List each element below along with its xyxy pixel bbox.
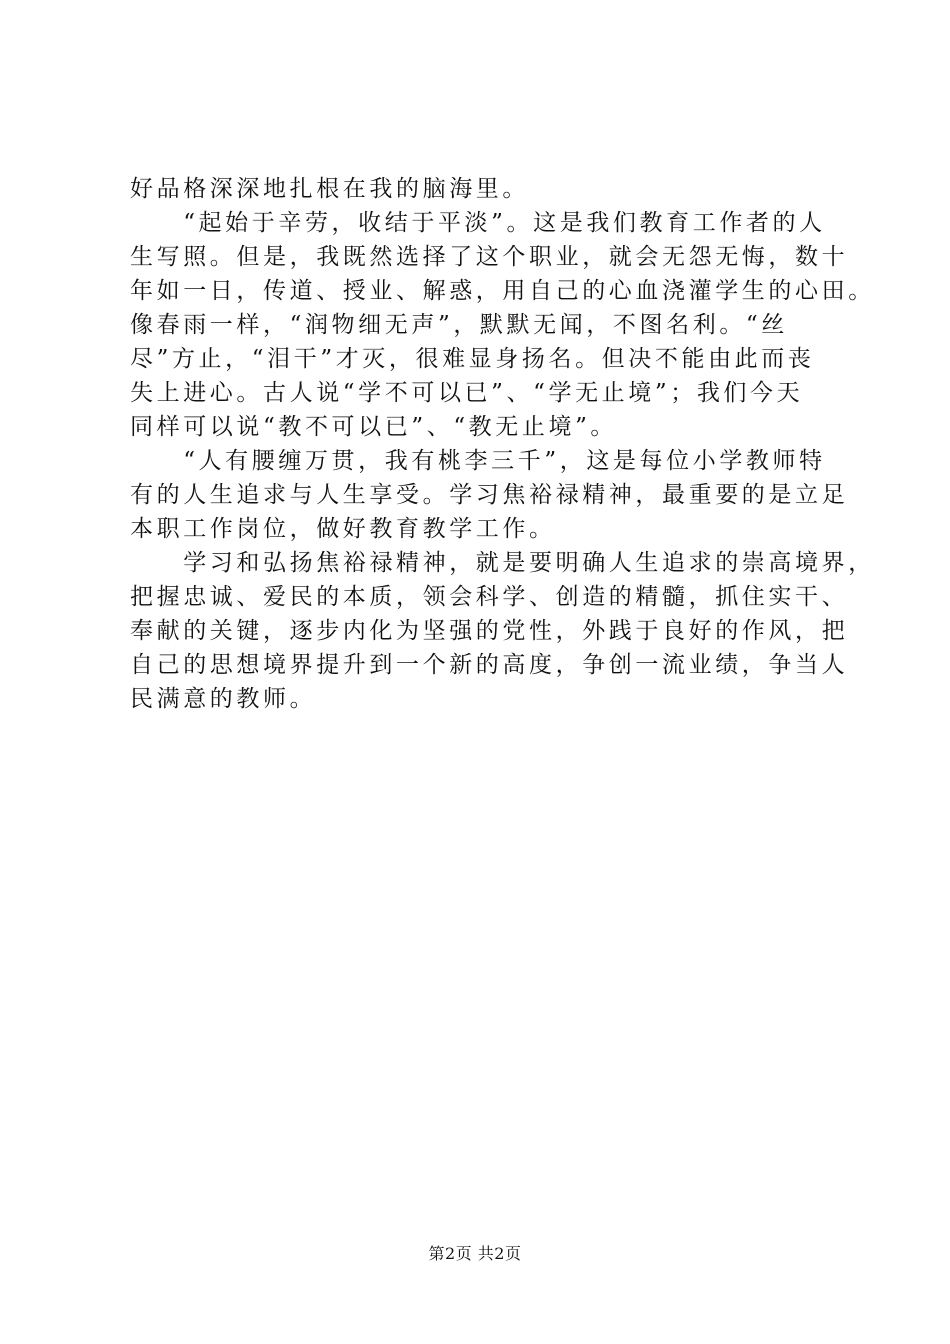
- text-line: “人有腰缠万贯，我有桃李三千”，这是每位小学教师特: [130, 448, 826, 474]
- page-footer: 第2页 共2页: [428, 1244, 522, 1263]
- text-line: 尽”方止，“泪干”才灭，很难显身扬名。但决不能由此而丧: [130, 346, 815, 372]
- text-line: 失上进心。古人说“学不可以已”、“学无止境”；我们今天: [130, 380, 804, 406]
- body-text: [130, 172, 875, 716]
- text-line: 有的人生追求与人生享受。学习焦裕禄精神，最重要的是立足: [130, 482, 849, 508]
- text-line: 年如一日，传道、授业、解惑，用自己的心血浇灌学生的心田。: [130, 278, 875, 304]
- text-line: 学习和弘扬焦裕禄精神，就是要明确人生追求的崇高境界，: [130, 550, 875, 576]
- text-line: 本职工作岗位，做好教育教学工作。: [130, 516, 556, 542]
- text-line: 自己的思想境界提升到一个新的高度，争创一流业绩，争当人: [130, 652, 849, 678]
- text-line: “起始于辛劳，收结于平淡”。这是我们教育工作者的人: [130, 210, 826, 236]
- text-line: 像春雨一样，“润物细无声”，默默无闻，不图名利。“丝: [130, 312, 788, 338]
- text-line: 生写照。但是，我既然选择了这个职业，就会无怨无悔，数十: [130, 244, 849, 270]
- text-line: 同样可以说“教不可以已”、“教无止境”。: [130, 414, 618, 440]
- text-line: 奉献的关键，逐步内化为坚强的党性，外践于良好的作风，把: [130, 618, 849, 644]
- text-line: 民满意的教师。: [130, 686, 317, 712]
- text-line: 好品格深深地扎根在我的脑海里。: [130, 176, 529, 202]
- text-line: 把握忠诚、爱民的本质，领会科学、创造的精髓，抓住实干、: [130, 584, 849, 610]
